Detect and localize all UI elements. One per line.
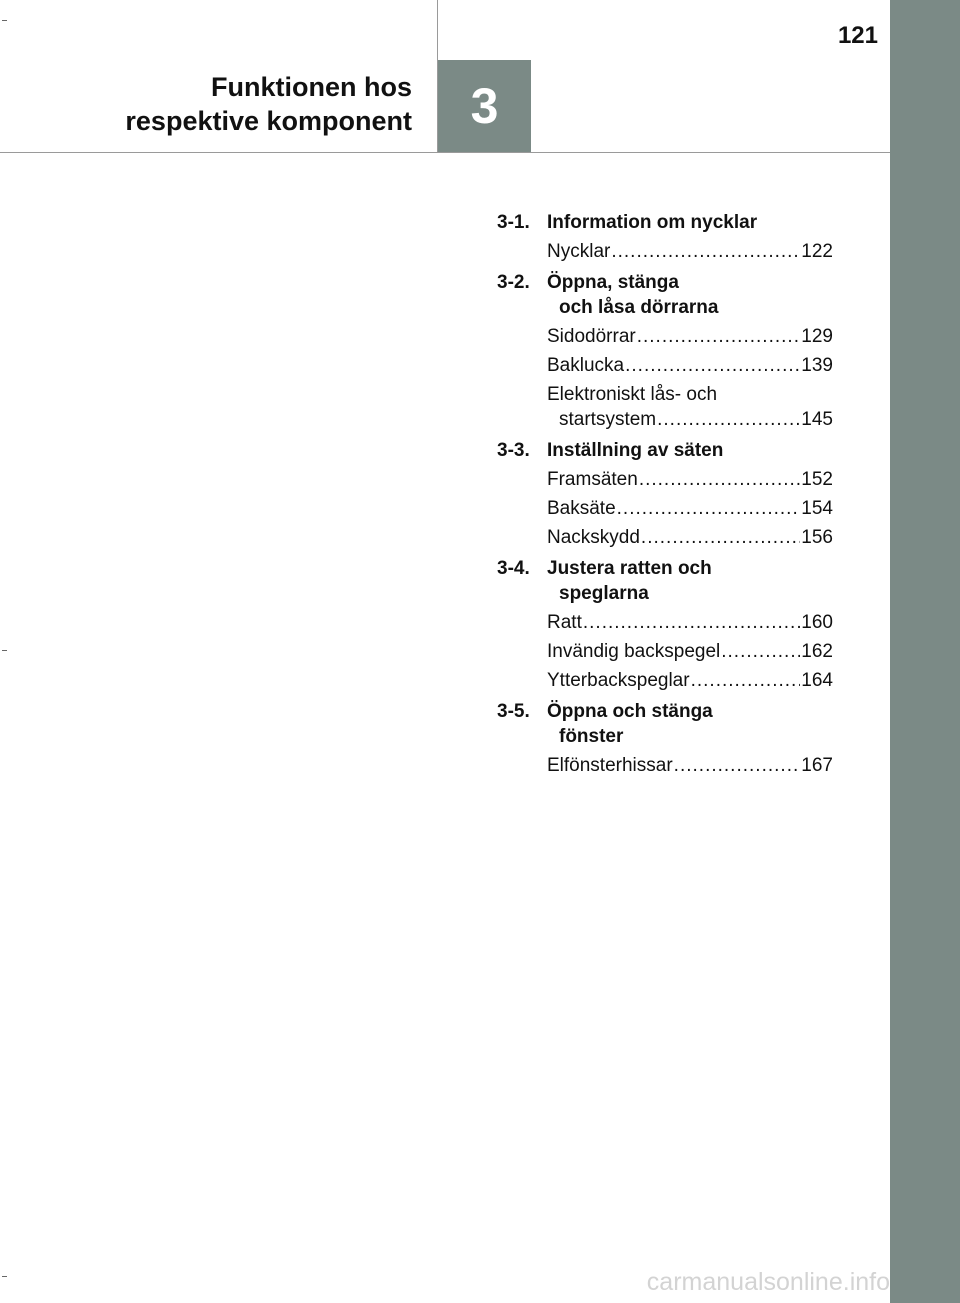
toc-entry[interactable] <box>547 753 833 778</box>
toc-section-title <box>547 210 833 235</box>
toc-entry-page: 154 <box>801 498 833 519</box>
toc-entry[interactable] <box>547 639 833 664</box>
toc-section-title-line: Information om nycklar <box>547 212 758 233</box>
toc-entry-label: Sidodörrar <box>547 326 636 347</box>
chapter-title-line: Funktionen hos <box>211 72 412 102</box>
toc-section-title <box>547 556 833 606</box>
toc-entry-page: 152 <box>801 469 833 490</box>
toc-entry-row <box>547 525 833 550</box>
toc-leader-dots <box>625 353 800 378</box>
toc-entry-page: 156 <box>801 527 833 548</box>
toc-entry[interactable] <box>547 382 833 432</box>
toc-section-title-line: Justera ratten och <box>547 558 712 579</box>
toc-leader-dots <box>637 324 801 349</box>
toc-section-title <box>547 270 833 320</box>
toc-section <box>497 554 833 693</box>
toc-entry-label: Baksäte <box>547 498 616 519</box>
toc-entry[interactable] <box>547 353 833 378</box>
toc-entry[interactable] <box>547 239 833 264</box>
toc-section-title-line: fönster <box>559 726 624 747</box>
toc-entry-row <box>547 467 833 492</box>
toc-section <box>497 436 833 550</box>
toc-leader-dots <box>641 525 800 550</box>
watermark: carmanualsonline.info <box>646 1268 890 1296</box>
toc-section-number: 3-3. <box>497 440 530 461</box>
toc-section-heading <box>497 436 833 463</box>
toc-entry[interactable] <box>547 668 833 693</box>
toc-entry-label: Invändig backspegel <box>547 641 721 662</box>
toc-entry-label: Nycklar <box>547 241 611 262</box>
toc-section-title-line: Öppna, stänga <box>547 272 679 293</box>
toc-section-title-line: Öppna och stänga <box>547 701 713 722</box>
toc-leader-dots <box>691 668 801 693</box>
toc-section-number: 3-2. <box>497 272 530 293</box>
toc-entry[interactable] <box>547 525 833 550</box>
toc-section-heading <box>497 208 833 235</box>
chapter-side-tab <box>890 0 960 1303</box>
toc-entry-row <box>547 496 833 521</box>
header-horizontal-rule <box>0 152 890 153</box>
table-of-contents <box>497 208 833 782</box>
toc-entry-page: 164 <box>801 670 833 691</box>
toc-entry[interactable] <box>547 610 833 635</box>
toc-section <box>497 268 833 432</box>
toc-section-title-line: Inställning av säten <box>547 440 724 461</box>
toc-entry-row <box>547 753 833 778</box>
toc-section-number: 3-5. <box>497 701 530 722</box>
toc-section-title <box>547 699 833 749</box>
toc-entry-row <box>547 324 833 349</box>
toc-leader-dots <box>617 496 801 521</box>
toc-entry-page: 162 <box>801 641 833 662</box>
crop-mark <box>2 20 7 21</box>
toc-entry-label: Framsäten <box>547 469 638 490</box>
chapter-number: 3 <box>470 78 499 134</box>
toc-entry-page: 122 <box>801 241 833 262</box>
toc-entry-row <box>547 610 833 635</box>
page-number: 121 <box>837 22 878 49</box>
crop-mark <box>2 1276 7 1277</box>
toc-entry-row <box>547 239 833 264</box>
toc-entry-row <box>547 353 833 378</box>
toc-section-number: 3-4. <box>497 558 530 579</box>
toc-entry-label: startsystem <box>559 409 657 430</box>
toc-entry-label: Baklucka <box>547 355 625 376</box>
crop-mark <box>2 650 7 651</box>
toc-entry-label: Ratt <box>547 612 582 633</box>
toc-leader-dots <box>639 467 800 492</box>
toc-leader-dots <box>721 639 800 664</box>
toc-section-heading <box>497 697 833 749</box>
toc-entry-label: Ytterbackspeglar <box>547 670 690 691</box>
toc-leader-dots <box>657 407 800 432</box>
toc-entry-page: 160 <box>801 612 833 633</box>
toc-section <box>497 208 833 264</box>
toc-section-number: 3-1. <box>497 212 530 233</box>
toc-section-title <box>547 438 833 463</box>
chapter-title <box>60 70 412 138</box>
chapter-title-line: respektive komponent <box>125 106 412 136</box>
toc-leader-dots <box>583 610 800 635</box>
toc-leader-dots <box>674 753 801 778</box>
toc-entry-label: Elfönsterhissar <box>547 755 673 776</box>
toc-entry[interactable] <box>547 496 833 521</box>
toc-entry-page: 139 <box>801 355 833 376</box>
toc-leader-dots <box>611 239 800 264</box>
toc-section-title-line: och låsa dörrarna <box>559 297 719 318</box>
toc-entry[interactable] <box>547 324 833 349</box>
toc-section-heading <box>497 554 833 606</box>
toc-entry[interactable] <box>547 467 833 492</box>
toc-section <box>497 697 833 778</box>
chapter-number-box <box>438 60 531 152</box>
toc-entry-row <box>547 639 833 664</box>
toc-entry-row <box>547 382 833 407</box>
toc-entry-label: Nackskydd <box>547 527 640 548</box>
toc-entry-page: 145 <box>801 409 833 430</box>
toc-entry-label: Elektroniskt lås- och <box>547 384 718 405</box>
toc-entry-page: 167 <box>801 755 833 776</box>
toc-entry-row <box>547 668 833 693</box>
toc-entry-page: 129 <box>801 326 833 347</box>
toc-section-title-line: speglarna <box>559 583 649 604</box>
toc-section-heading <box>497 268 833 320</box>
toc-entry-row <box>547 407 833 432</box>
